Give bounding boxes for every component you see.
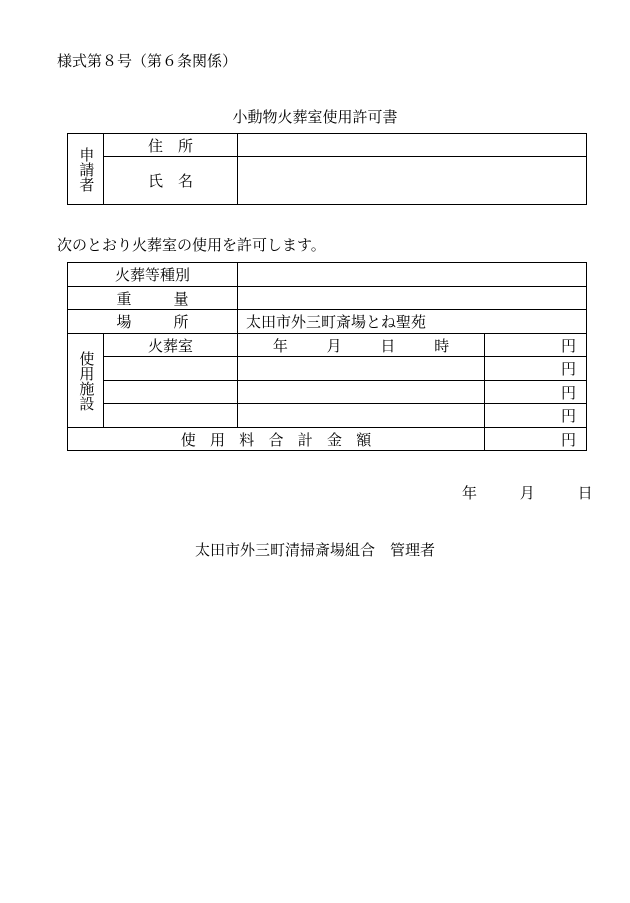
name-label: 氏 名 (104, 157, 238, 205)
issue-day-label: 日 (577, 484, 593, 502)
total-fee-label: 使用料合計金額 (68, 428, 485, 451)
day-label: 日 (380, 336, 396, 355)
cremation-type-label: 火葬等種別 (68, 263, 238, 287)
applicant-group-label-cell (68, 134, 104, 205)
applicant-table (67, 133, 587, 205)
address-label: 住 所 (104, 134, 238, 157)
year-label: 年 (272, 336, 288, 355)
facility-group-label: 使用施設 (77, 350, 96, 411)
applicant-group-label: 申請者 (77, 146, 96, 192)
form-number: 様式第８号（第６条関係） (57, 52, 238, 70)
yen-cell: 円 (485, 381, 587, 404)
cremation-type-field[interactable] (238, 263, 587, 287)
room-field[interactable] (104, 357, 238, 381)
weight-field[interactable] (238, 287, 587, 310)
total-yen-cell: 円 (485, 428, 587, 451)
name-field[interactable] (238, 157, 587, 205)
hour-label: 時 (434, 336, 450, 355)
issue-month-label: 月 (519, 484, 535, 502)
room-field[interactable] (104, 404, 238, 428)
issue-year-label: 年 (462, 484, 478, 502)
yen-cell: 円 (485, 357, 587, 381)
datetime-column-header (238, 334, 485, 357)
table-row (68, 357, 587, 381)
address-field[interactable] (238, 134, 587, 157)
month-label: 月 (326, 336, 342, 355)
issuer-signature: 太田市外三町清掃斎場組合 管理者 (194, 541, 435, 559)
room-field[interactable] (104, 381, 238, 404)
permission-statement: 次のとおり火葬室の使用を許可します。 (57, 236, 326, 254)
place-label: 場 所 (68, 310, 238, 334)
place-value: 太田市外三町斎場とね聖苑 (238, 310, 587, 334)
room-column-header: 火葬室 (104, 334, 238, 357)
table-row (68, 381, 587, 404)
yen-cell: 円 (485, 404, 587, 428)
document-title: 小動物火葬室使用許可書 (232, 108, 398, 126)
issue-date (462, 486, 593, 501)
table-row (68, 404, 587, 428)
usage-details-table (67, 262, 587, 451)
datetime-field[interactable] (238, 357, 485, 381)
datetime-field[interactable] (238, 404, 485, 428)
yen-cell: 円 (485, 334, 587, 357)
facility-group-label-cell (68, 334, 104, 428)
weight-label: 重 量 (68, 287, 238, 310)
datetime-field[interactable] (238, 381, 485, 404)
